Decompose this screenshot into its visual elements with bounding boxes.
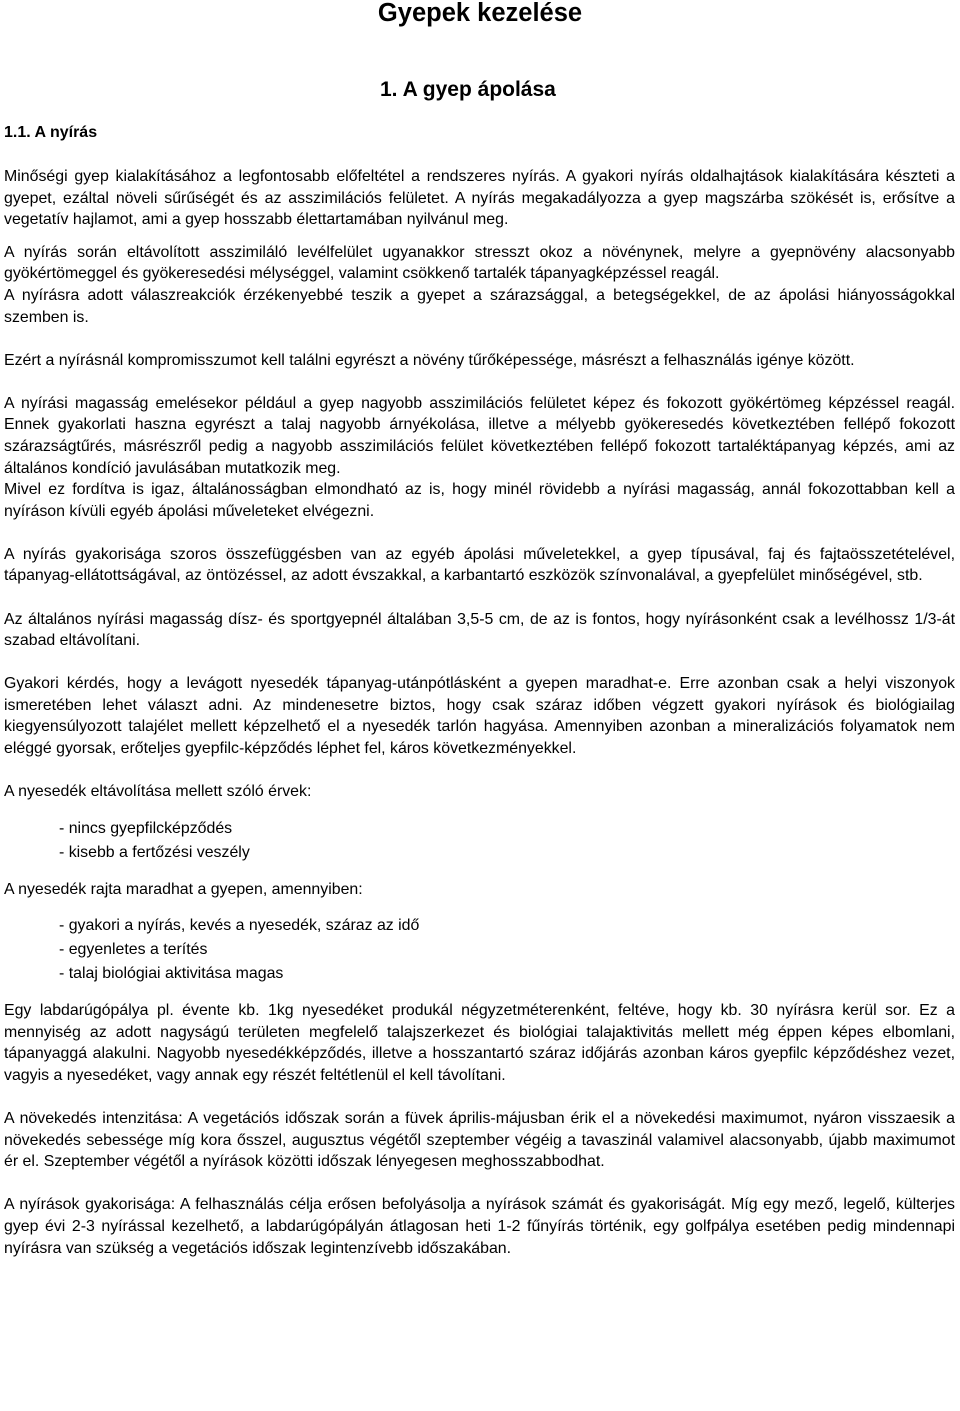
paragraph-4: Ezért a nyírásnál kompromisszumot kell találni egyrészt a növény tűrőképessége, másrészt a felhasználás igénye között. [4,351,855,369]
document-body [4,166,955,1259]
document-title: Gyepek kezelése [377,0,583,27]
leave-conditions-list [4,914,955,986]
paragraph-6: Mivel ez fordítva is igaz, általánosságban elmondható az is, hogy minél rövidebb a nyírási magasság, annál fokozottabban kell a nyíráson kívüli egyéb ápolási műveleteket elvégezni. [4,481,955,520]
list-item: - gyakori a nyírás, kevés a nyesedék, száraz az idő [59,917,420,935]
paragraph-13: A növekedés intenzitása: A vegetációs időszak során a füvek április-májusban érik el a növekedési maximumot, nyáron visszaesik a növekedés sebessége míg kora ősszel, augusztus végétől szeptember végéig a tavaszinál valamivel alacsonyabb, újabb maximumot ér el. Szeptember végétől a nyírások közötti időszak lényegesen meghosszabbodhat. [4,1110,955,1171]
paragraph-8: Az általános nyírási magasság dísz- és sportgyepnél általában 3,5-5 cm, de az is fontos, hogy nyírásonként csak a levélhossz 1/3-át szabad eltávolítani. [4,610,955,650]
paragraph-3: A nyírásra adott válaszreakciók érzékenyebbé teszik a gyepet a szárazsággal, a betegségekkel, de az ápolási hiányosságokkal szemben is. [4,286,955,326]
subsection-heading: 1.1. A nyírás [4,124,98,141]
list-item: - nincs gyepfilcképződés [59,819,233,837]
paragraph-2: A nyírás során eltávolított asszimiláló levélfelület ugyanakkor stresszt okoz a növénynek, melyre a gyepnövény alacsonyabb gyökértömeggel és gyökeresedési mélységgel, valamint csökkenő tartalék tápanyagképzéssel reagál. [4,243,955,283]
list-item: - kisebb a fertőzési veszély [59,843,250,861]
paragraph-12: Egy labdarúgópálya pl. évente kb. 1kg nyesedéket produkál négyzetméterenként, feltéve, hogy kb. 30 nyírásra kerül sor. Ez a mennyiség az adott nagyságú területen megfelelő talajszerkezet és biológiai talajaktivitás mellett még éppen képes elbomlani, tápanyaggá alakulni. Nagyobb nyesedékképződés, illetve a hosszantartó száraz időjárás azonban káros gyepfilc képződéshez vezet, vagyis a nyesedéket, vagy annak egy részét feltétlenül el kell távolítani. [4,1002,955,1085]
list-item: - egyenletes a terítés [59,941,208,959]
paragraph-9: Gyakori kérdés, hogy a levágott nyesedék tápanyag-utánpótlásként a gyepen maradhat-e. Erre azonban csak a helyi viszonyok ismeretében lehet választ adni. Az mindenesetre biztos, hogy csak száraz időben végzett gyakori nyírások és biológiailag kiegyensúlyozott talajélet mellett képzelhető el a nyesedék tarlón hagyása. Amennyiben azonban a mineralizációs folyamatok nem eléggé gyorsak, erőteljes gyepfilc-képződés léphet fel, káros következményekkel. [4,675,955,757]
paragraph-5: A nyírási magasság emelésekor például a gyep nagyobb asszimilációs felületet képez és fokozott gyökértömeg képzéssel reagál. Ennek gyakorlati haszna egyrészt a talaj nagyobb árnyékolása, illetve a mélyebb gyökeresedés következtében fellépő fokozott szárazságtűrés, másrészről pedig a nagyobb asszimilációs felület következtében fellépő fokozott tartaléktápanyag képzés, ami az általános kondíció javulásában mutatkozik meg. [4,394,955,477]
paragraph-7: A nyírás gyakorisága szoros összefüggésben van az egyéb ápolási műveletekkel, a gyep típusával, faj és fajtaösszetételével, tápanyag-ellátottságával, az öntözéssel, az adott évszakkal, a karbantartó eszközök színvonalával, a gyepfelület minőségével, stb. [4,545,955,585]
paragraph-1: Minőségi gyep kialakításához a legfontosabb előfeltétel a rendszeres nyírás. A gyakori nyírás oldalhajtások kialakítására készteti a gyepet, ezáltal növeli sűrűségét és az asszimilációs felületet. A nyírás megakadályozza a gyep magszárba szökését is, erősítve a vegetatív hajlamot, ami a gyep hosszabb élettartamában nyilvánul meg. [4,168,955,229]
paragraph-11: A nyesedék rajta maradhat a gyepen, amennyiben: [4,880,363,898]
paragraph-14: A nyírások gyakorisága: A felhasználás célja erősen befolyásolja a nyírások számát és gyakoriságát. Míg egy mező, legelő, külterjes gyep évi 2-3 nyírással kezelhető, a labdarúgópályán átlagosan heti 1-2 fűnyírás történik, egy golfpálya esetében pedig mindennapi nyírásra van szükség a vegetációs időszak legintenzívebb időszakában. [4,1196,955,1257]
list-item: - talaj biológiai aktivitása magas [59,965,284,983]
removal-reasons-list [4,817,955,865]
section-heading: 1. A gyep ápolása [380,78,556,101]
paragraph-10: A nyesedék eltávolítása mellett szóló érvek: [4,783,312,801]
